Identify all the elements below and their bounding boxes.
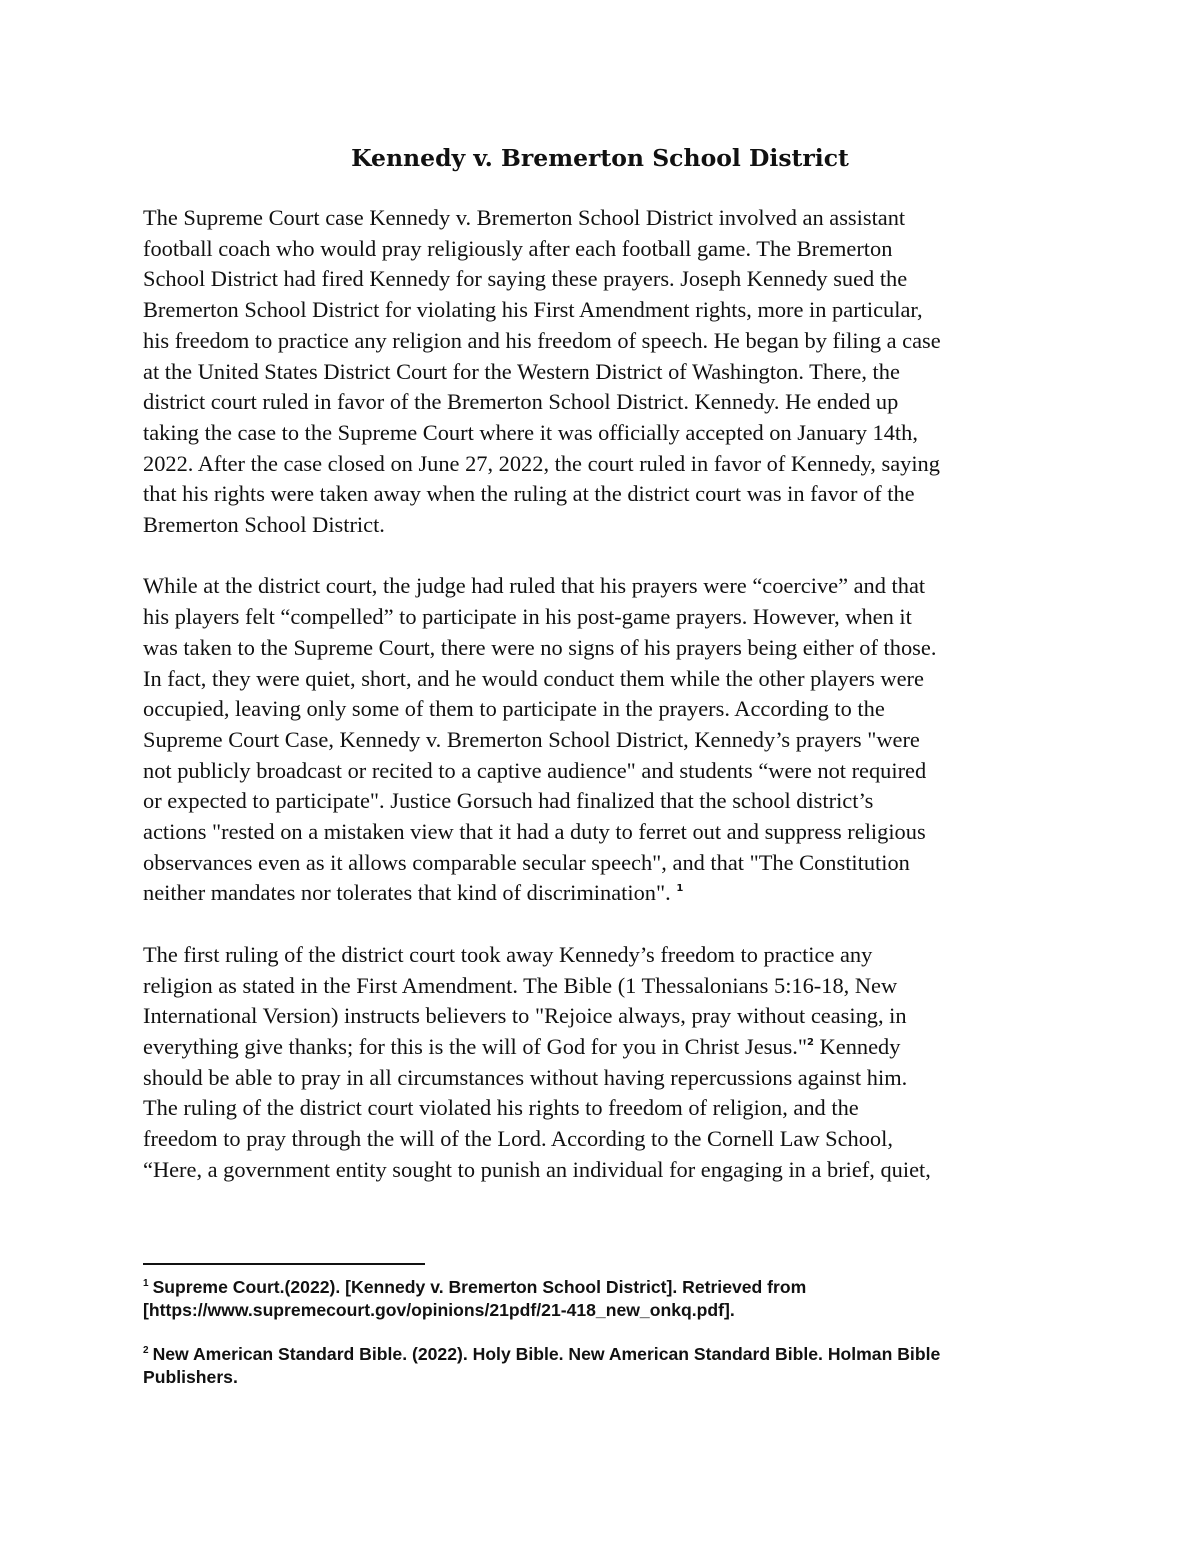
footnote-reference-1[interactable]: 1 bbox=[676, 883, 684, 895]
paragraph-line: The Supreme Court case Kennedy v. Bremerton School District involved an assistant bbox=[143, 205, 906, 230]
paragraph-line: religion as stated in the First Amendment. The Bible (1 Thessalonians 5:16-18, New bbox=[143, 972, 898, 998]
paragraph-line-text: neither mandates nor tolerates that kind of discrimination". bbox=[143, 880, 671, 906]
footnote-2 bbox=[143, 1343, 1057, 1389]
paragraph-line: taking the case to the Supreme Court where it was officially accepted on January 14th, bbox=[143, 419, 918, 445]
paragraph-line: Supreme Court Case, Kennedy v. Bremerton School District, Kennedy’s prayers "were bbox=[143, 726, 920, 752]
paragraph-line: should be able to pray in all circumstances without having repercussions against him. bbox=[143, 1064, 908, 1090]
paragraph-line: his players felt “compelled” to participate in his post-game prayers. However, when it bbox=[143, 604, 912, 630]
document-body bbox=[143, 203, 1057, 1216]
paragraph-line: at the United States District Court for the Western District of Washington. There, the bbox=[143, 358, 900, 384]
paragraph-line: In fact, they were quiet, short, and he would conduct them while the other players were bbox=[143, 665, 924, 691]
paragraph-line: football coach who would pray religiously after each football game. The Bremerton bbox=[143, 235, 893, 261]
paragraph-line: Bremerton School District for violating his First Amendment rights, more in particular, bbox=[143, 297, 923, 323]
paragraph-line: While at the district court, the judge had ruled that his prayers were “coercive” and that bbox=[143, 573, 926, 599]
footnote-text-continued: Publishers. bbox=[143, 1367, 238, 1387]
footnote-separator bbox=[143, 1263, 425, 1265]
paragraph-2 bbox=[143, 571, 1057, 909]
paragraph-line: International Version) instructs believers to "Rejoice always, pray without ceasing, in bbox=[143, 1003, 907, 1029]
paragraph-line-text: Kennedy bbox=[813, 1033, 901, 1059]
paragraph-line: freedom to pray through the will of the Lord. According to the Cornell Law School, bbox=[143, 1126, 893, 1152]
paragraph-line: The first ruling of the district court took away Kennedy’s freedom to practice any bbox=[143, 941, 873, 967]
paragraph-line: 2022. After the case closed on June 27, 2022, the court ruled in favor of Kennedy, saying bbox=[143, 450, 940, 476]
paragraph-line: was taken to the Supreme Court, there were no signs of his prayers being either of those. bbox=[143, 634, 937, 660]
footnote-number: 2 bbox=[143, 1345, 149, 1356]
paragraph-line: not publicly broadcast or recited to a captive audience" and students “were not required bbox=[143, 757, 927, 783]
footnote-number: 1 bbox=[143, 1278, 149, 1289]
paragraph-line-with-footnote bbox=[143, 1032, 1057, 1063]
paragraph-line: observances even as it allows comparable secular speech", and that "The Constitution bbox=[143, 849, 910, 875]
footnote-reference-2[interactable]: 2 bbox=[807, 1036, 814, 1048]
paragraph-line: Bremerton School District. bbox=[143, 512, 385, 538]
paragraph-line: or expected to participate". Justice Gorsuch had finalized that the school district’s bbox=[143, 788, 874, 814]
paragraph-line: that his rights were taken away when the ruling at the district court was in favor of the bbox=[143, 481, 915, 507]
footnote-text: Supreme Court.(2022). [Kennedy v. Bremerton School District]. Retrieved from bbox=[152, 1277, 807, 1297]
paragraph-3 bbox=[143, 940, 1057, 1186]
footnote-text: New American Standard Bible. (2022). Holy Bible. New American Standard Bible. Holman Bible bbox=[152, 1344, 941, 1364]
paragraph-line: occupied, leaving only some of them to participate in the prayers. According to the bbox=[143, 696, 885, 722]
footnotes-section bbox=[143, 1276, 1057, 1410]
document-title: Kennedy v. Bremerton School District bbox=[351, 144, 849, 172]
paragraph-line-text: everything give thanks; for this is the will of God for you in Christ Jesus." bbox=[143, 1033, 808, 1059]
paragraph-line: “Here, a government entity sought to punish an individual for engaging in a brief, quiet, bbox=[143, 1156, 931, 1182]
footnote-link[interactable]: [https://www.supremecourt.gov/opinions/21pdf/21-418_new_onkq.pdf]. bbox=[143, 1300, 735, 1320]
paragraph-line: district court ruled in favor of the Bremerton School District. Kennedy. He ended up bbox=[143, 389, 899, 415]
footnote-1 bbox=[143, 1276, 1057, 1322]
paragraph-line: School District had fired Kennedy for saying these prayers. Joseph Kennedy sued the bbox=[143, 266, 908, 292]
paragraph-line: actions "rested on a mistaken view that it had a duty to ferret out and suppress religious bbox=[143, 819, 926, 845]
paragraph-1 bbox=[143, 203, 1057, 541]
paragraph-line-with-footnote bbox=[143, 878, 1057, 909]
paragraph-line: his freedom to practice any religion and his freedom of speech. He began by filing a case bbox=[143, 327, 941, 353]
paragraph-line: The ruling of the district court violated his rights to freedom of religion, and the bbox=[143, 1095, 859, 1121]
